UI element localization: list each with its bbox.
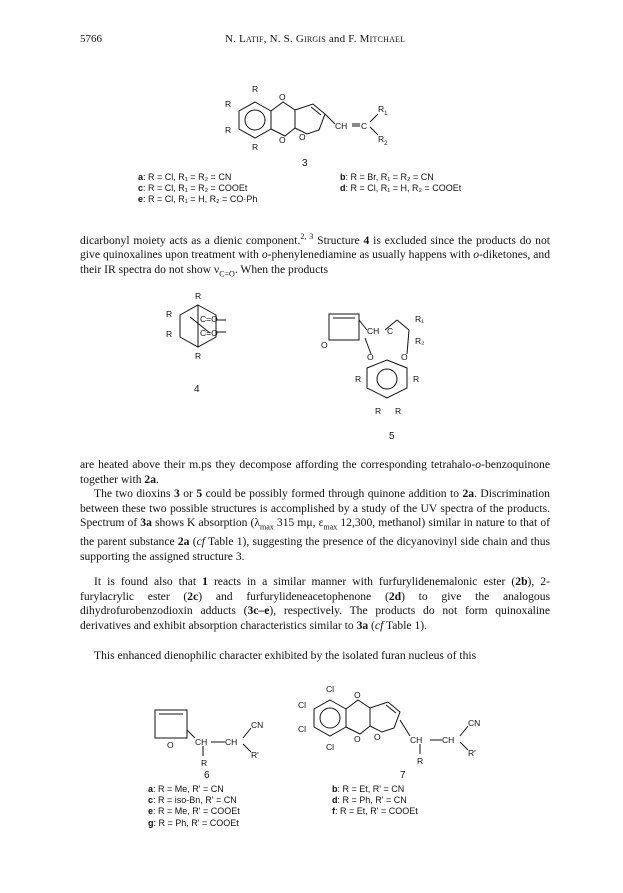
atom-R-left-bottom: R	[225, 125, 232, 135]
atom-O-furan: O	[374, 732, 381, 742]
legend-item-3e: e: R = Cl, R₁ = H, R₂ = CO·Ph	[138, 194, 258, 205]
structure-6-bond-Rp	[243, 744, 251, 752]
atom-CH: CH	[335, 121, 348, 131]
atom-R-left: R	[355, 374, 362, 384]
structure-3-number: 3	[302, 158, 308, 169]
atom-Cl-bottom: Cl	[326, 742, 335, 752]
paragraph-heating: are heated above their m.ps they decompose affording the corresponding tetrahalo-o-benzoquinone together with 2a.	[80, 458, 550, 486]
carbonyl-bottom: C=O	[200, 328, 218, 338]
carbonyl-top: C=O	[200, 314, 218, 324]
atom-O-furan: O	[299, 132, 306, 142]
structure-5-furan-ring	[329, 314, 359, 340]
atom-R-left-top: R	[166, 309, 173, 319]
running-header-authors: N. Latif, N. S. Girgis and F. Mitchael	[225, 33, 406, 45]
paragraph-dienophilic: This enhanced dienophilic character exhibited by the isolated furan nucleus of this	[94, 649, 477, 662]
structure-3-vinyl-chain	[325, 114, 378, 135]
structure-5-diagram	[315, 290, 455, 425]
atom-R-top: R	[195, 291, 202, 301]
atom-R: R	[201, 758, 208, 768]
atom-R2: R₂	[415, 336, 425, 346]
structure-6-diagram	[145, 690, 285, 770]
atom-R-bottom-right: R	[395, 406, 402, 416]
atom-O-right: O	[401, 352, 408, 362]
structure-4-diagram	[160, 287, 240, 397]
page-number: 5766	[80, 33, 102, 45]
legend-item-3b: b: R = Br, R₁ = R₂ = CN	[340, 172, 434, 182]
atom-CH-2: CH	[442, 735, 455, 745]
atom-R-left-top: R	[225, 99, 232, 109]
structure-6-furan-ring	[155, 710, 187, 738]
legend-item-b: b: R = Et, R' = CN	[332, 784, 405, 794]
paragraph-dicarbonyl: dicarbonyl moiety acts as a dienic component.$^{2, 3}$ Structure 4 is excluded since the products do not give quinoxalines upon treatment with o-phenylenediamine as usually happens with o-diketones, and their IR spectra do not show $\nu_{C=O}$. When the products	[80, 232, 551, 279]
legend-item-c: c: R = iso-Bn, R' = CN	[148, 795, 237, 806]
atom-R1: R₁	[415, 314, 425, 324]
structure-6-number: 6	[204, 770, 210, 781]
paragraph-furfurylidene: It is found also that 1 reacts in a similar manner with furfurylidenemalonic ester (2b), 2-furylacrylic ester (2c) and furfurylideneacetophenone (2d) to give the analogous dihydrofurobenzodioxin adducts (3c–e), respectively. The products do not form quinoxaline derivatives and exhibit absorption characteristics similar to 3a (cf Table 1).	[80, 575, 551, 632]
structure-4-number: 4	[194, 384, 200, 395]
atom-R2: $R_2$	[378, 134, 388, 147]
atom-C: C	[387, 326, 394, 336]
legend-item-3d: d: R = Cl, R₁ = H, R₂ = COOEt	[340, 183, 462, 194]
structure-3-furan-ring	[295, 104, 325, 134]
atom-O-dioxin-top: O	[279, 92, 286, 102]
structure-7-furan-ring	[370, 702, 400, 732]
legend-item-e: e: R = Me, R' = COOEt	[148, 806, 240, 817]
legend-item-f: f: R = Et, R' = COOEt	[332, 806, 418, 817]
atom-Rp: R'	[251, 750, 259, 760]
atom-R-right: R	[413, 374, 420, 384]
atom-R-bottom: R	[252, 142, 259, 152]
atom-R1: $R_1$	[378, 104, 388, 117]
legend-6-7-left	[148, 784, 240, 829]
atom-O-left: O	[367, 352, 374, 362]
legend-item-d: d: R = Ph, R' = CN	[332, 795, 407, 806]
legend-item-a: a: R = Me, R' = CN	[148, 784, 224, 794]
atom-O-furan: O	[321, 340, 328, 350]
structure-7-benzene-ring	[314, 700, 346, 736]
structure-5-benzene-ring	[367, 360, 407, 398]
atom-R-bottom-left: R	[375, 406, 382, 416]
legend-6-7-right	[332, 784, 418, 818]
structure-5-number: 5	[389, 431, 395, 442]
atom-R-bottom: R	[195, 351, 202, 361]
atom-R-top: R	[252, 84, 259, 94]
structure-3-legend-left	[138, 172, 257, 206]
atom-CH: CH	[367, 326, 380, 336]
structure-6-bond-CN	[243, 728, 251, 738]
structure-7-dioxin-ring	[346, 700, 370, 734]
atom-CH: CH	[410, 735, 423, 745]
atom-Rp: R'	[468, 748, 476, 758]
legend-item-3a: a: R = Cl, R₁ = R₂ = CN	[138, 172, 232, 182]
atom-Cl-left-bottom: Cl	[298, 724, 307, 734]
structure-7-bond-CN	[460, 726, 468, 736]
atom-O: O	[167, 740, 174, 750]
structure-4-ring	[180, 305, 226, 347]
atom-R-left-bottom: R	[166, 329, 173, 339]
structure-3-legend-right	[340, 172, 461, 194]
atom-C: C	[361, 121, 368, 131]
atom-O-dioxin-bottom: O	[354, 734, 361, 744]
structure-7-bond	[400, 720, 410, 736]
atom-CN: CN	[468, 718, 481, 728]
legend-item-3c: c: R = Cl, R₁ = R₂ = COOEt	[138, 183, 248, 194]
structure-7-bond-Rp	[460, 742, 468, 750]
structure-7-number: 7	[400, 770, 406, 781]
atom-CH-2: CH	[225, 737, 238, 747]
paragraph-dioxins: The two dioxins 3 or 5 could be possibly formed through quinone addition to 2a. Discrimination between these two possible structures is accomplished by a study of the UV spectra of the products. Spectrum of 3a shows K absorption ($\lambda_{max}$ 315 mμ, $\varepsilon_{max}$ 12,300, methanol) similar in nature to that of the parent substance 2a (cf Table 1), suggesting the presence of the dicyanovinyl side chain and thus supporting the assigned structure 3.	[80, 487, 551, 563]
atom-Cl-top: Cl	[326, 684, 335, 694]
structure-3-benzene-ring	[239, 102, 271, 138]
atom-CH: CH	[195, 737, 208, 747]
atom-R: R	[417, 756, 424, 766]
atom-O-dioxin-bottom: O	[279, 135, 286, 145]
atom-Cl-left-top: Cl	[298, 700, 307, 710]
legend-item-g: g: R = Ph, R' = COOEt	[148, 817, 239, 828]
atom-CN: CN	[251, 720, 264, 730]
structure-3-diagram	[215, 80, 415, 166]
structure-7-diagram	[290, 680, 530, 775]
structure-6-bond	[187, 730, 195, 738]
structure-3-dioxin-ring	[271, 102, 295, 136]
atom-O-dioxin-top: O	[354, 690, 361, 700]
